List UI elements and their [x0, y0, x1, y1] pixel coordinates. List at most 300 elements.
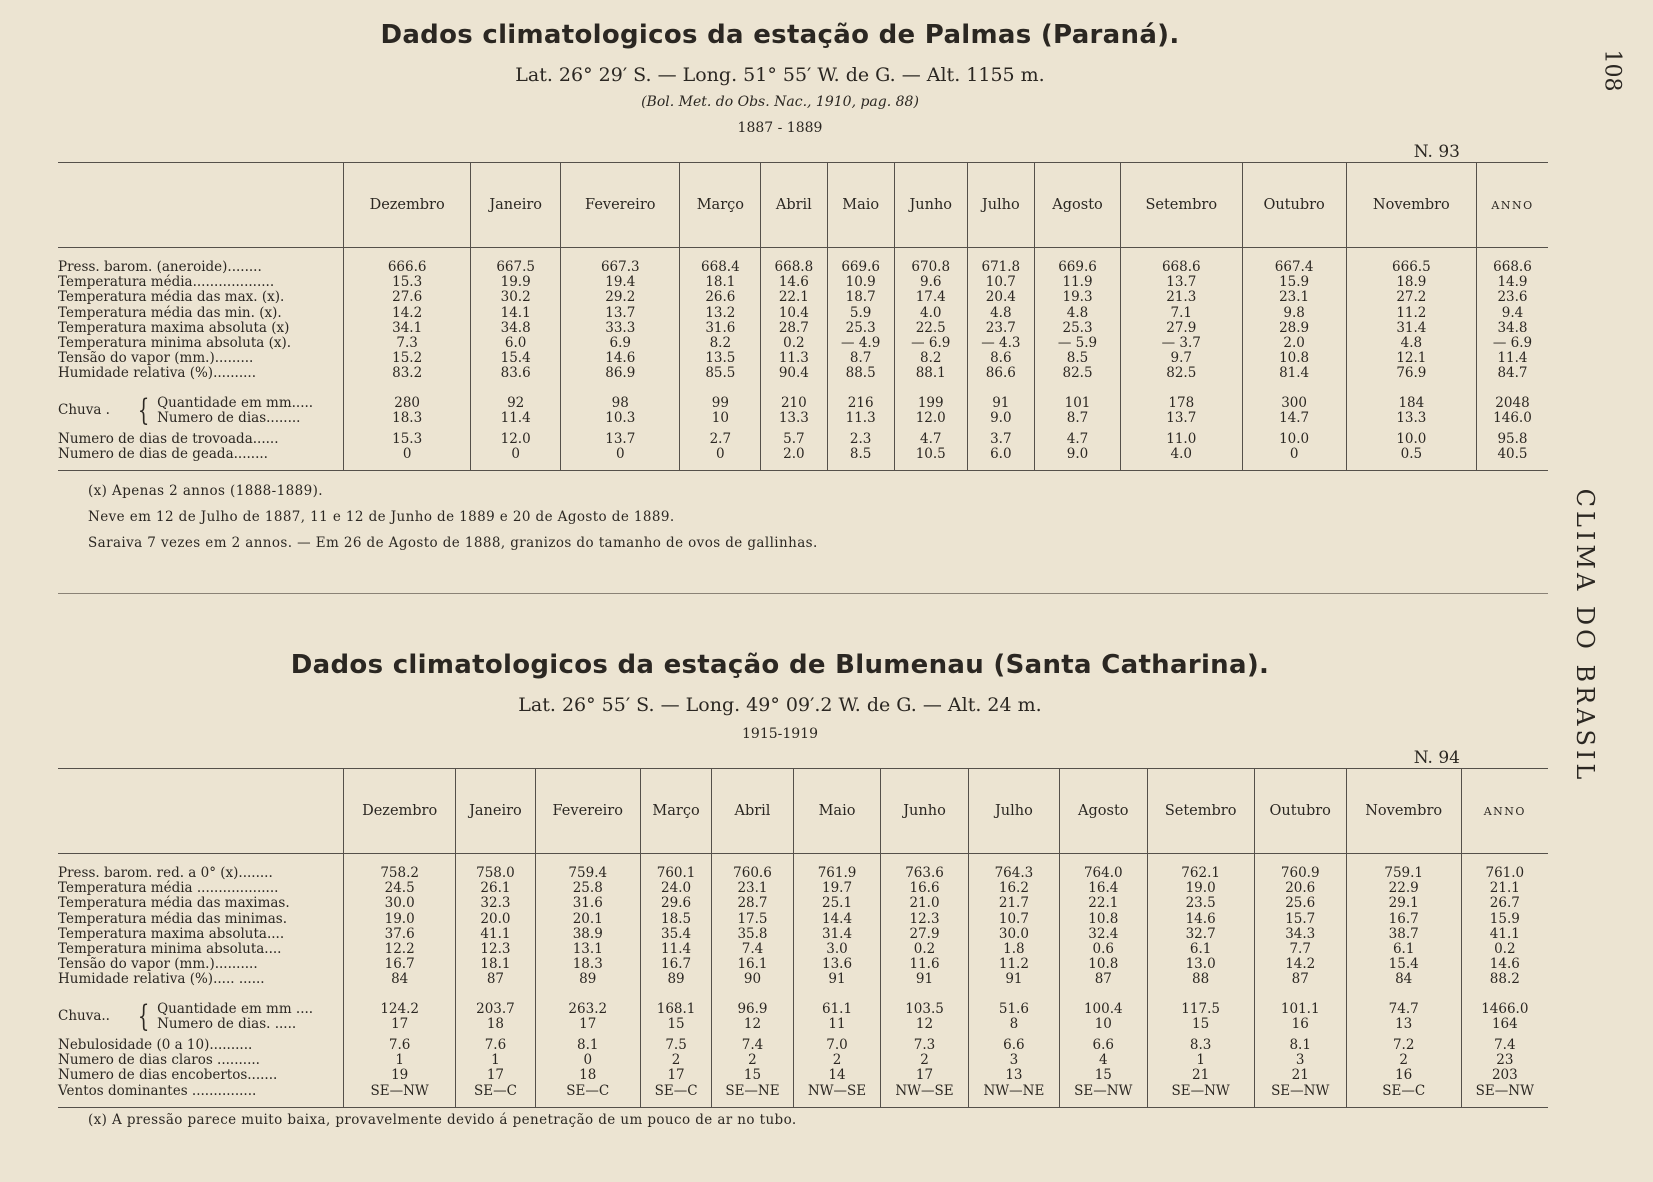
table-cell: 17.4: [894, 290, 967, 305]
table-row: [58, 275, 1548, 290]
table-cell: 84.7: [1476, 366, 1548, 389]
table-row: [58, 854, 1548, 882]
table-cell: 3.7: [967, 432, 1034, 447]
column-header: Setembro: [1121, 163, 1242, 248]
table-cell: 8.7: [827, 351, 894, 366]
table-cell: 15.4: [471, 351, 561, 366]
table-cell: 10: [680, 411, 761, 432]
table-cell: 758.2: [344, 854, 456, 882]
table-cell: 15.3: [344, 432, 471, 447]
table-cell: 91: [967, 390, 1034, 411]
table-cell: 13.7: [1121, 275, 1242, 290]
chuva-sublabel: Quantidade em mm ....: [157, 1000, 314, 1017]
table-cell: 10.9: [827, 275, 894, 290]
column-header: ANNO: [1476, 163, 1548, 248]
table-cell: 14.6: [1147, 912, 1254, 927]
table-cell: 760.6: [712, 854, 794, 882]
table-cell: 11.3: [827, 411, 894, 432]
table-cell: 34.8: [1476, 321, 1548, 336]
table-cell: 16.7: [344, 957, 456, 972]
table-cell: 13.2: [680, 306, 761, 321]
row-label: Humidade relativa (%)..........: [58, 365, 256, 382]
table-cell: 20.0: [456, 912, 535, 927]
table-cell: 11.4: [471, 411, 561, 432]
table-cell: 7.3: [344, 336, 471, 351]
page-number: 108: [1599, 49, 1625, 92]
table-cell: 19.3: [1034, 290, 1120, 305]
table-cell: 7.4: [1461, 1038, 1548, 1053]
chuva-lead: Chuva..: [58, 1008, 110, 1025]
table-cell: 124.2: [344, 996, 456, 1017]
table-cell: 31.6: [535, 896, 640, 911]
table-cell: 8.5: [1034, 351, 1120, 366]
table-cell: 84: [1346, 972, 1461, 995]
table-cell: 17.5: [712, 912, 794, 927]
table-cell: 11.9: [1034, 275, 1120, 290]
table-cell: 6.1: [1346, 942, 1461, 957]
table-cell: 41.1: [456, 927, 535, 942]
row-label: Numero de dias encobertos.......: [58, 1067, 278, 1084]
table-cell: 34.8: [471, 321, 561, 336]
table-cell: 4.0: [894, 306, 967, 321]
table-cell: 0.2: [1461, 942, 1548, 957]
table-cell: 15.7: [1254, 912, 1346, 927]
table-cell: SE—C: [640, 1084, 711, 1108]
table-cell: 19.4: [561, 275, 680, 290]
table-row: [58, 432, 1548, 447]
palmas-note: Saraiva 7 vezes em 2 annos. — Em 26 de Agosto de 1888, granizos do tamanho de ovos de gallinhas.: [88, 535, 818, 552]
table-cell: 11.4: [1476, 351, 1548, 366]
table-cell: NW—SE: [881, 1084, 969, 1108]
table-cell: 0.2: [881, 942, 969, 957]
palmas-climate-table: [58, 162, 1548, 471]
table-cell: 0: [344, 447, 471, 471]
table-cell: 19.0: [344, 912, 456, 927]
table-cell: 7.4: [712, 1038, 794, 1053]
column-header: Outubro: [1254, 769, 1346, 854]
table-cell: 13: [968, 1068, 1059, 1083]
table-cell: 762.1: [1147, 854, 1254, 882]
table-cell: 28.7: [761, 321, 827, 336]
row-label: Numero de dias de geada........: [58, 447, 344, 471]
chuva-sublabel: Quantidade em mm.....: [157, 394, 314, 411]
table-cell: 2048: [1476, 390, 1548, 411]
table-cell: 5.7: [761, 432, 827, 447]
table-cell: SE—NW: [1461, 1084, 1548, 1108]
table-cell: 4.8: [1034, 306, 1120, 321]
table-cell: 19.7: [793, 881, 881, 896]
table-cell: 6.6: [968, 1038, 1059, 1053]
table-cell: 13.5: [680, 351, 761, 366]
table-cell: 6.0: [471, 336, 561, 351]
row-label: Tensão do vapor (mm.).........: [58, 350, 254, 367]
table-cell: 27.9: [1121, 321, 1242, 336]
table-row: [58, 336, 1548, 351]
table-cell: 22.1: [1060, 896, 1148, 911]
table-cell: 668.4: [680, 248, 761, 276]
table-cell: 16.1: [712, 957, 794, 972]
table-cell: 10.7: [967, 275, 1034, 290]
table-cell: 91: [793, 972, 881, 995]
table-cell: 35.8: [712, 927, 794, 942]
table-row: [58, 957, 1548, 972]
table-cell: 203: [1461, 1068, 1548, 1083]
table-cell: 85.5: [680, 366, 761, 389]
table-cell: 100.4: [1060, 996, 1148, 1017]
table-cell: 13.7: [561, 306, 680, 321]
table-cell: 17: [344, 1017, 456, 1038]
chuva-sublabel: Numero de dias........: [157, 409, 301, 426]
table-row: [58, 896, 1548, 911]
table-cell: 12.2: [344, 942, 456, 957]
table-cell: 1: [456, 1053, 535, 1068]
table-cell: 2.3: [827, 432, 894, 447]
table-cell: 0: [1242, 447, 1346, 471]
column-header: Janeiro: [456, 769, 535, 854]
table-cell: 763.6: [881, 854, 969, 882]
table-cell: 88: [1147, 972, 1254, 995]
column-header: Maio: [827, 163, 894, 248]
table-cell: 2: [881, 1053, 969, 1068]
table-cell: 8.6: [967, 351, 1034, 366]
table-cell: 0.6: [1060, 942, 1148, 957]
table-cell: 13.1: [535, 942, 640, 957]
table-cell: 669.6: [827, 248, 894, 276]
table-cell: SE—NE: [712, 1084, 794, 1108]
palmas-period: 1887 - 1889: [737, 120, 823, 136]
table-cell: 87: [456, 972, 535, 995]
table-cell: 21.0: [881, 896, 969, 911]
table-cell: 9.4: [1476, 306, 1548, 321]
table-cell: 76.9: [1346, 366, 1476, 389]
table-cell: 11: [793, 1017, 881, 1038]
column-header: Setembro: [1147, 769, 1254, 854]
table-cell: 7.6: [344, 1038, 456, 1053]
section-divider: [58, 593, 1548, 594]
table-cell: 168.1: [640, 996, 711, 1017]
table-cell: 88.1: [894, 366, 967, 389]
table-row: [58, 321, 1548, 336]
table-cell: 20.1: [535, 912, 640, 927]
table-cell: 29.6: [640, 896, 711, 911]
table-cell: 19.9: [471, 275, 561, 290]
table-cell: 671.8: [967, 248, 1034, 276]
row-label: Humidade relativa (%)..... ......: [58, 971, 265, 988]
table-cell: 95.8: [1476, 432, 1548, 447]
table-cell: 11.3: [761, 351, 827, 366]
table-cell: — 6.9: [1476, 336, 1548, 351]
table-cell: 32.3: [456, 896, 535, 911]
table-cell: 31.6: [680, 321, 761, 336]
column-header: Fevereiro: [535, 769, 640, 854]
table-cell: — 4.3: [967, 336, 1034, 351]
table-cell: 41.1: [1461, 927, 1548, 942]
table-cell: 666.5: [1346, 248, 1476, 276]
table-row: [58, 447, 1548, 471]
column-header: Outubro: [1242, 163, 1346, 248]
table-cell: 17: [881, 1068, 969, 1083]
table-cell: 15.4: [1346, 957, 1461, 972]
table-cell: SE—NW: [1147, 1084, 1254, 1108]
table-cell: 8.3: [1147, 1038, 1254, 1053]
table-cell: 667.3: [561, 248, 680, 276]
table-cell: 23.1: [1242, 290, 1346, 305]
table-cell: 32.7: [1147, 927, 1254, 942]
table-cell: 15: [712, 1068, 794, 1083]
table-cell: 6.0: [967, 447, 1034, 471]
table-cell: 8.2: [680, 336, 761, 351]
table-cell: 19: [344, 1068, 456, 1083]
palmas-note: (x) Apenas 2 annos (1888-1889).: [88, 483, 323, 500]
table-cell: 4.7: [1034, 432, 1120, 447]
table-cell: 3: [1254, 1053, 1346, 1068]
table-cell: 21.1: [1461, 881, 1548, 896]
table-cell: 1466.0: [1461, 996, 1548, 1017]
table-cell: 17: [456, 1068, 535, 1083]
table-cell: 14.2: [344, 306, 471, 321]
table-cell: 0.5: [1346, 447, 1476, 471]
table-cell: 12.0: [894, 411, 967, 432]
table-cell: 35.4: [640, 927, 711, 942]
table-cell: 14.9: [1476, 275, 1548, 290]
table-cell: 25.3: [827, 321, 894, 336]
table-cell: 7.1: [1121, 306, 1242, 321]
table-cell: 668.6: [1121, 248, 1242, 276]
blumenau-climate-table: [58, 768, 1548, 1108]
table-cell: 11.2: [968, 957, 1059, 972]
table-cell: 26.1: [456, 881, 535, 896]
table-cell: 61.1: [793, 996, 881, 1017]
table-cell: 87: [1254, 972, 1346, 995]
table-cell: 23.6: [1476, 290, 1548, 305]
table-cell: 29.2: [561, 290, 680, 305]
table-cell: 2.0: [761, 447, 827, 471]
table-cell: 15: [1147, 1017, 1254, 1038]
table-row: [58, 366, 1548, 389]
table-cell: 16.6: [881, 881, 969, 896]
table-cell: 8.1: [535, 1038, 640, 1053]
table-cell: 103.5: [881, 996, 969, 1017]
palmas-section: [0, 0, 1560, 551]
table-cell: 23.5: [1147, 896, 1254, 911]
table-cell: 2: [712, 1053, 794, 1068]
table-cell: 27.2: [1346, 290, 1476, 305]
table-cell: 21.3: [1121, 290, 1242, 305]
table-cell: 761.9: [793, 854, 881, 882]
table-cell: 74.7: [1346, 996, 1461, 1017]
table-cell: SE—NW: [1254, 1084, 1346, 1108]
table-cell: 27.6: [344, 290, 471, 305]
table-cell: 14.6: [561, 351, 680, 366]
table-cell: 764.3: [968, 854, 1059, 882]
table-cell: 6.1: [1147, 942, 1254, 957]
table-cell: 178: [1121, 390, 1242, 411]
table-cell: 10.3: [561, 411, 680, 432]
table-cell: 83.2: [344, 366, 471, 389]
table-cell: 10.0: [1242, 432, 1346, 447]
table-cell: 99: [680, 390, 761, 411]
table-cell: 23.1: [712, 881, 794, 896]
table-cell: 669.6: [1034, 248, 1120, 276]
table-cell: 18.3: [344, 411, 471, 432]
table-cell: 91: [968, 972, 1059, 995]
table-row: [58, 306, 1548, 321]
table-cell: 88.2: [1461, 972, 1548, 995]
blumenau-table-number: N. 94: [1413, 748, 1460, 768]
table-cell: 12.1: [1346, 351, 1476, 366]
table-cell: 7.3: [881, 1038, 969, 1053]
table-cell: 18.9: [1346, 275, 1476, 290]
table-cell: 18.1: [456, 957, 535, 972]
table-cell: 10.8: [1060, 912, 1148, 927]
table-cell: 0: [471, 447, 561, 471]
table-cell: 18.5: [640, 912, 711, 927]
table-cell: 7.0: [793, 1038, 881, 1053]
table-cell: 28.7: [712, 896, 794, 911]
table-cell: 7.7: [1254, 942, 1346, 957]
table-row: [58, 881, 1548, 896]
table-cell: 184: [1346, 390, 1476, 411]
column-header: Janeiro: [471, 163, 561, 248]
table-cell: 210: [761, 390, 827, 411]
table-cell: 3: [968, 1053, 1059, 1068]
table-cell: 1: [1147, 1053, 1254, 1068]
table-cell: 15.9: [1461, 912, 1548, 927]
table-cell: 22.5: [894, 321, 967, 336]
column-header: Dezembro: [344, 769, 456, 854]
table-cell: 7.2: [1346, 1038, 1461, 1053]
column-header: Junho: [881, 769, 969, 854]
column-header: Dezembro: [344, 163, 471, 248]
table-cell: 10.4: [761, 306, 827, 321]
table-cell: 20.6: [1254, 881, 1346, 896]
table-cell: 13.7: [561, 432, 680, 447]
table-cell: 24.0: [640, 881, 711, 896]
table-cell: 4: [1060, 1053, 1148, 1068]
row-label: Temperatura média ...................: [58, 880, 279, 897]
table-cell: 21: [1254, 1068, 1346, 1083]
table-cell: 12.3: [456, 942, 535, 957]
table-cell: 40.5: [1476, 447, 1548, 471]
table-cell: SE—NW: [1060, 1084, 1148, 1108]
table-cell: 1: [344, 1053, 456, 1068]
table-cell: 761.0: [1461, 854, 1548, 882]
table-cell: 51.6: [968, 996, 1059, 1017]
row-label: Temperatura média...................: [58, 274, 275, 291]
table-cell: 8.7: [1034, 411, 1120, 432]
palmas-source: (Bol. Met. do Obs. Nac., 1910, pag. 88): [641, 94, 919, 110]
table-cell: 18.1: [680, 275, 761, 290]
table-cell: 27.9: [881, 927, 969, 942]
table-cell: 21: [1147, 1068, 1254, 1083]
table-cell: 5.9: [827, 306, 894, 321]
table-cell: 11.0: [1121, 432, 1242, 447]
table-cell: 25.8: [535, 881, 640, 896]
row-label: Temperatura média das max. (x).: [58, 289, 285, 306]
row-label: Press. barom. (aneroide)........: [58, 259, 262, 275]
table-cell: 16.2: [968, 881, 1059, 896]
table-cell: 14.6: [761, 275, 827, 290]
table-cell: 760.1: [640, 854, 711, 882]
table-row: [58, 1038, 1548, 1053]
table-cell: 0: [535, 1053, 640, 1068]
chuva-lead: Chuva .: [58, 402, 110, 419]
table-cell: 15: [1060, 1068, 1148, 1083]
table-cell: — 3.7: [1121, 336, 1242, 351]
table-cell: 10.8: [1060, 957, 1148, 972]
table-cell: 10.7: [968, 912, 1059, 927]
table-cell: 1.8: [968, 942, 1059, 957]
table-cell: 9.0: [967, 411, 1034, 432]
table-cell: 9.7: [1121, 351, 1242, 366]
table-cell: 203.7: [456, 996, 535, 1017]
table-cell: 17: [535, 1017, 640, 1038]
table-cell: 13.3: [761, 411, 827, 432]
row-label: Temperatura minima absoluta....: [58, 941, 282, 958]
table-cell: 29.1: [1346, 896, 1461, 911]
table-cell: 86.9: [561, 366, 680, 389]
row-label: Temperatura maxima absoluta....: [58, 925, 285, 942]
table-cell: 4.7: [894, 432, 967, 447]
table-cell: 4.0: [1121, 447, 1242, 471]
table-cell: 82.5: [1121, 366, 1242, 389]
table-cell: SE—NW: [344, 1084, 456, 1108]
table-cell: 38.9: [535, 927, 640, 942]
row-label-header: [58, 769, 344, 854]
table-cell: 13.0: [1147, 957, 1254, 972]
table-cell: 8.1: [1254, 1038, 1346, 1053]
table-cell: NW—SE: [793, 1084, 881, 1108]
table-cell: 2: [640, 1053, 711, 1068]
table-cell: SE—C: [456, 1084, 535, 1108]
table-cell: 31.4: [793, 927, 881, 942]
table-cell: 90.4: [761, 366, 827, 389]
table-cell: 2.7: [680, 432, 761, 447]
table-cell: 10.5: [894, 447, 967, 471]
column-header: Julho: [968, 769, 1059, 854]
row-label: Temperatura minima absoluta (x).: [58, 335, 292, 352]
column-header: Abril: [712, 769, 794, 854]
row-label: Press. barom. red. a 0° (x)........: [58, 865, 273, 881]
table-cell: 25.3: [1034, 321, 1120, 336]
table-cell: 101.1: [1254, 996, 1346, 1017]
palmas-note: Neve em 12 de Julho de 1887, 11 e 12 de Junho de 1889 e 20 de Agosto de 1889.: [88, 509, 675, 526]
table-cell: 11.2: [1346, 306, 1476, 321]
row-label: Temperatura maxima absoluta (x): [58, 319, 290, 336]
table-row: [58, 1068, 1548, 1083]
table-cell: 16.7: [1346, 912, 1461, 927]
table-cell: 14.7: [1242, 411, 1346, 432]
table-cell: 16.7: [640, 957, 711, 972]
table-cell: 91: [881, 972, 969, 995]
row-label: Numero de dias de trovoada......: [58, 431, 279, 448]
table-cell: 20.4: [967, 290, 1034, 305]
brace-symbol: {: [137, 392, 150, 428]
table-cell: 8.5: [827, 447, 894, 471]
table-cell: 10: [1060, 1017, 1148, 1038]
table-cell: 9.8: [1242, 306, 1346, 321]
table-cell: 15.3: [344, 275, 471, 290]
table-row: [58, 1084, 1548, 1108]
table-cell: 9.6: [894, 275, 967, 290]
table-cell: 19.0: [1147, 881, 1254, 896]
table-cell: 0: [561, 447, 680, 471]
row-label: Temperatura média das maximas.: [58, 895, 290, 912]
table-cell: 33.3: [561, 321, 680, 336]
table-cell: 88.5: [827, 366, 894, 389]
table-cell: 216: [827, 390, 894, 411]
table-cell: 90: [712, 972, 794, 995]
